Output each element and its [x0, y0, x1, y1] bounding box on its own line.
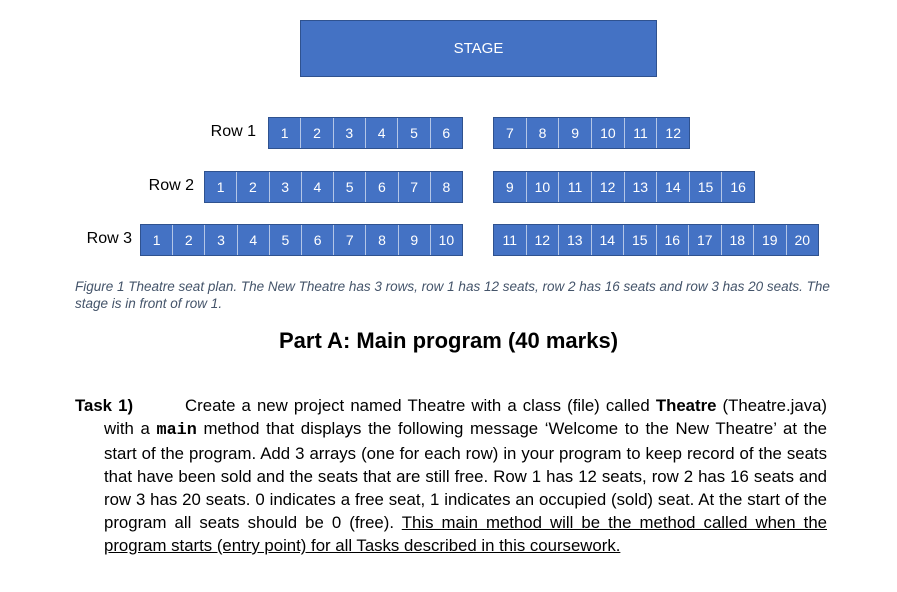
seat-row-3-11: 11	[494, 225, 527, 255]
seat-row-3-10: 10	[438, 232, 455, 248]
seat-row-1-10: 10	[592, 118, 625, 148]
seat-row-3-18: 18	[722, 225, 755, 255]
seat-row-1-6: 6	[442, 125, 451, 141]
task-text-1: Create a new project named Theatre with a class (file) called	[185, 396, 656, 415]
seat-row-3-13: 13	[559, 225, 592, 255]
row-1-left-seats	[268, 117, 463, 149]
seat-row-2-14: 14	[657, 172, 690, 202]
seat-row-2-13: 13	[625, 172, 658, 202]
seat-row-2-2: 2	[237, 172, 269, 202]
seat-row-3-7: 7	[334, 225, 366, 255]
seat-row-2-10: 10	[527, 172, 560, 202]
row-3-label: Row 3	[86, 230, 132, 247]
seat-row-3-19: 19	[754, 225, 787, 255]
row-2-right-seats	[493, 171, 755, 203]
seat-row-1-7: 7	[494, 118, 527, 148]
seat-row-2-16: 16	[730, 179, 746, 195]
row-3-right-seats	[493, 224, 819, 256]
seat-row-2-3: 3	[270, 172, 302, 202]
seat-row-3-14: 14	[592, 225, 625, 255]
seat-row-1-8: 8	[527, 118, 560, 148]
seat-row-1-5: 5	[398, 118, 430, 148]
seat-row-1-1: 1	[269, 118, 301, 148]
task-text-3: method that displays the following message ‘Welcome to the New Theatre’ at the start of the program. Add 3 arrays (one for each row) in your program to keep record of the seats that have been sold and the seats that are still free. Row 1 has 12 seats, row 2 has 16 seats and row 3 has 20 seats. 0 indicates a free seat, 1 indicates an occupied (sold) seat. At the start of the program all seats should be 0 (free).	[104, 419, 827, 532]
seat-row-1-11: 11	[625, 118, 658, 148]
row-2-label: Row 2	[148, 177, 194, 194]
task-1-paragraph	[75, 394, 827, 557]
seat-row-2-12: 12	[592, 172, 625, 202]
seat-row-2-1: 1	[205, 172, 237, 202]
seat-row-1-4: 4	[366, 118, 398, 148]
seat-row-2-5: 5	[334, 172, 366, 202]
seat-row-3-1: 1	[141, 225, 173, 255]
seat-row-3-3: 3	[205, 225, 237, 255]
stage-box	[300, 20, 657, 77]
seat-row-3-16: 16	[657, 225, 690, 255]
seat-row-1-9: 9	[559, 118, 592, 148]
seat-row-3-8: 8	[366, 225, 398, 255]
row-3-left-seats	[140, 224, 463, 256]
seat-row-3-12: 12	[527, 225, 560, 255]
seat-row-3-17: 17	[689, 225, 722, 255]
seat-row-3-9: 9	[399, 225, 431, 255]
row-1-label: Row 1	[210, 123, 256, 140]
seat-row-2-15: 15	[690, 172, 723, 202]
seat-row-3-6: 6	[302, 225, 334, 255]
part-heading: Part A: Main program (40 marks)	[278, 328, 619, 353]
task-underlined-text: This main method will be the method called when the program starts (entry point) for all Tasks described in this coursework.	[104, 513, 827, 555]
seat-row-2-7: 7	[399, 172, 431, 202]
seat-row-2-8: 8	[442, 179, 451, 195]
seat-row-2-6: 6	[366, 172, 398, 202]
row-2-left-seats	[204, 171, 463, 203]
task-text-2: (Theatre.java) with a	[104, 396, 828, 438]
seat-row-2-11: 11	[559, 172, 592, 202]
seat-row-3-4: 4	[238, 225, 270, 255]
stage-label: STAGE	[453, 40, 504, 57]
seat-row-3-2: 2	[173, 225, 205, 255]
seat-row-3-5: 5	[270, 225, 302, 255]
task-label: Task 1)	[75, 396, 134, 415]
main-code: main	[156, 421, 197, 440]
seat-row-3-15: 15	[624, 225, 657, 255]
seat-row-2-4: 4	[302, 172, 334, 202]
seat-row-3-20: 20	[794, 232, 811, 248]
figure-caption: Figure 1 Theatre seat plan. The New Theatre has 3 rows, row 1 has 12 seats, row 2 has 16 seats and row 3 has 20 seats. The stage is in front of row 1.	[75, 279, 830, 311]
seat-row-1-12: 12	[665, 125, 681, 141]
seat-row-1-3: 3	[334, 118, 366, 148]
seat-row-2-9: 9	[494, 172, 527, 202]
row-1-right-seats	[493, 117, 690, 149]
class-name: Theatre	[655, 396, 717, 415]
seat-row-1-2: 2	[301, 118, 333, 148]
